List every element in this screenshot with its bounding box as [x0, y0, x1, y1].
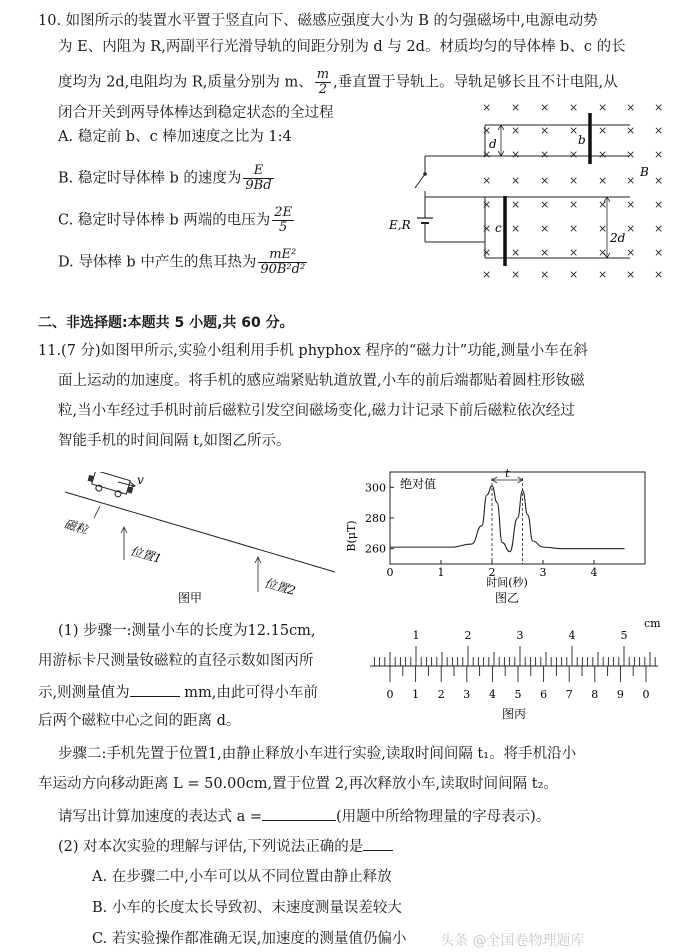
field-cross-icon: ×: [598, 124, 608, 137]
q10-line4: 闭合开关到两导体棒达到稳定状态的全过程: [58, 105, 334, 121]
field-cross-icon: ×: [654, 148, 664, 161]
vernier-scale-label: 5: [514, 688, 522, 701]
answer-blank-a[interactable]: [262, 806, 336, 821]
field-cross-icon: ×: [511, 222, 521, 235]
vernier-scale-label: 6: [540, 688, 548, 701]
q11-line4: 智能手机的时间间隔 t,如图乙所示。: [58, 433, 291, 449]
field-cross-icon: ×: [654, 124, 664, 137]
field-cross-icon: ×: [654, 268, 664, 281]
field-cross-icon: ×: [654, 198, 664, 211]
vernier-caption: 图丙: [501, 707, 527, 721]
q11-line1: 11.(7 分)如图甲所示,实验小组利用手机 phyphox 程序的“磁力计”功能,测量小车在斜: [38, 343, 588, 359]
q11-option-c: C. 若实验操作都准确无误,加速度的测量值仍偏小: [92, 931, 407, 947]
vernier-unit: cm: [644, 617, 661, 630]
q10-circuit-figure: [385, 96, 680, 282]
q10-line1: 10. 如图所示的装置水平置于竖直向下、磁感应强度大小为 B 的匀强磁场中,电源电动势: [38, 13, 598, 29]
q10-line3: 度均为 2d,电阻均为 R,质量分别为 m、 $\frac{m}{2}$ ,垂直置于导轨上。导轨足够长且不计电阻,从: [58, 67, 618, 97]
field-cross-icon: ×: [482, 174, 492, 187]
vernier-scale-label: 0: [386, 688, 394, 701]
field-cross-icon: ×: [626, 174, 636, 187]
main-scale-label: 5: [620, 629, 628, 642]
answer-blank-choice[interactable]: [363, 836, 393, 851]
chart-ylabel: B(μT): [345, 520, 358, 552]
step1-line4: 后两个磁粒中心之间的距离 d。: [38, 713, 241, 729]
switch: [415, 174, 425, 188]
figure-a-caption: 图甲: [178, 591, 203, 605]
field-cross-icon: ×: [540, 101, 550, 114]
part2-question: (2) 对本次实验的理解与评估,下列说法正确的是: [58, 836, 393, 856]
field-cross-icon: ×: [598, 246, 608, 259]
vernier-scale-label: 3: [463, 688, 471, 701]
step2-line2: 车运动方向移动距离 L = 50.00cm,置于位置 2,再次释放小车,读取时间间隔 t₂。: [38, 776, 558, 792]
vernier-scale-label: 0: [642, 688, 650, 701]
field-cross-icon: ×: [598, 148, 608, 161]
field-cross-icon: ×: [569, 246, 579, 259]
field-cross-icon: ×: [511, 198, 521, 211]
field-cross-icon: ×: [598, 101, 608, 114]
chart-xlabel: 时间(秒): [486, 576, 528, 589]
q11-option-b: B. 小车的长度太长导致初、末速度测量误差较大: [92, 900, 402, 916]
step1-line2: 用游标卡尺测量钕磁粒的直径示数如图丙所: [38, 653, 314, 669]
cart: [86, 472, 136, 500]
field-cross-icon: ×: [511, 246, 521, 259]
x-tick-label: 3: [539, 566, 547, 579]
vernier-scale-label: 8: [591, 688, 599, 701]
y-tick-label: 280: [365, 512, 386, 525]
step2-line1: 步骤二:手机先置于位置1,由静止释放小车进行实验,读取时间间隔 t₁。将手机沿小: [58, 746, 577, 762]
field-cross-icon: ×: [511, 268, 521, 281]
main-scale-label: 2: [464, 629, 472, 642]
field-cross-icon: ×: [598, 198, 608, 211]
field-cross-icon: ×: [654, 246, 664, 259]
field-cross-icon: ×: [626, 148, 636, 161]
q10-option-b: B. 稳定时导体棒 b 的速度为 $\frac{E}{9Bd}$: [58, 163, 272, 193]
position2-label: 位置2: [262, 575, 298, 598]
chart-series-line: [390, 486, 625, 552]
field-cross-icon: ×: [511, 174, 521, 187]
fraction-m-over-2: $\frac{m}{2}$: [316, 67, 330, 97]
field-cross-icon: ×: [540, 174, 550, 187]
label-c: c: [495, 221, 502, 235]
field-cross-icon: ×: [482, 268, 492, 281]
field-cross-icon: ×: [569, 198, 579, 211]
field-cross-icon: ×: [626, 222, 636, 235]
field-cross-icon: ×: [511, 124, 521, 137]
field-cross-icon: ×: [654, 174, 664, 187]
field-cross-icon: ×: [482, 198, 492, 211]
q11-line2: 面上运动的加速度。将手机的感应端紧贴轨道放置,小车的前后端都贴着圆柱形钕磁: [58, 373, 585, 389]
label-B: B: [640, 165, 649, 179]
chart-caption: 图乙: [494, 591, 520, 605]
vernier-scale-label: 7: [565, 688, 573, 701]
field-cross-icon: ×: [540, 268, 550, 281]
q11-line3: 粒,当小车经过手机时前后磁粒引发空间磁场变化,磁力计记录下前后磁粒依次经过: [58, 403, 575, 419]
x-tick-label: 2: [488, 566, 496, 579]
field-cross-icon: ×: [540, 246, 550, 259]
field-cross-icon: ×: [540, 198, 550, 211]
label-b: b: [578, 133, 586, 147]
field-cross-icon: ×: [569, 222, 579, 235]
main-scale-label: 3: [516, 629, 524, 642]
q10-option-a: A. 稳定前 b、c 棒加速度之比为 1:4: [58, 129, 292, 145]
field-cross-icon: ×: [482, 222, 492, 235]
field-cross-icon: ×: [598, 222, 608, 235]
label-2d: 2d: [610, 231, 626, 245]
field-cross-icon: ×: [598, 174, 608, 187]
chart-title: 绝对值: [400, 477, 437, 491]
magnetic-field-crosses: [482, 101, 663, 281]
vernier-caliper-figure: [366, 612, 666, 724]
x-tick-label: 0: [386, 566, 394, 579]
field-cross-icon: ×: [626, 268, 636, 281]
field-cross-icon: ×: [626, 101, 636, 114]
step1-line1: (1) 步骤一:测量小车的长度为12.15cm,: [58, 623, 316, 639]
label-d: d: [489, 137, 497, 151]
field-cross-icon: ×: [626, 198, 636, 211]
field-cross-icon: ×: [626, 124, 636, 137]
vernier-scale-label: 9: [616, 688, 624, 701]
main-scale-label: 4: [568, 629, 576, 642]
field-cross-icon: ×: [569, 124, 579, 137]
section-heading: 二、非选择题:本题共 5 小题,共 60 分。: [38, 315, 294, 331]
magnetometer-chart: [345, 464, 665, 609]
field-cross-icon: ×: [482, 101, 492, 114]
incline-figure: [60, 472, 340, 607]
x-tick-label: 4: [590, 566, 598, 579]
field-cross-icon: ×: [626, 246, 636, 259]
field-cross-icon: ×: [569, 101, 579, 114]
step1-line3: 示,则测量值为 mm,由此可得小车前: [38, 682, 318, 702]
field-cross-icon: ×: [482, 246, 492, 259]
watermark: 头条 @全国卷物理题库: [440, 933, 585, 949]
interval-label: t: [505, 467, 510, 480]
magnet-label: 磁粒: [62, 516, 90, 537]
field-cross-icon: ×: [540, 222, 550, 235]
vernier-scale-label: 2: [437, 688, 445, 701]
q10-option-d: D. 导体棒 b 中产生的焦耳热为 $\frac{\text{mE²}}{\text{90B²d²}}$: [58, 247, 306, 277]
velocity-label: v: [137, 473, 144, 487]
field-cross-icon: ×: [598, 268, 608, 281]
label-ER: E,R: [389, 218, 411, 232]
step2-line3: 请写出计算加速度的表达式 a = (用题中所给物理量的字母表示)。: [58, 806, 550, 826]
q10-option-c: C. 稳定时导体棒 b 两端的电压为 $\frac{2E}{5}$: [58, 205, 293, 235]
answer-blank-mm[interactable]: [130, 682, 180, 697]
vernier-scale-label: 4: [488, 688, 496, 701]
field-cross-icon: ×: [482, 148, 492, 161]
vernier-scale-label: 1: [412, 688, 420, 701]
field-cross-icon: ×: [482, 124, 492, 137]
field-cross-icon: ×: [511, 101, 521, 114]
x-tick-label: 1: [437, 566, 445, 579]
field-cross-icon: ×: [569, 268, 579, 281]
main-scale-label: 1: [412, 629, 420, 642]
q10-line2: 为 E、内阻为 R,两副平行光滑导轨的间距分别为 d 与 2d。材质均匀的导体棒 b、c 的长: [58, 39, 626, 55]
field-cross-icon: ×: [569, 148, 579, 161]
y-tick-label: 300: [365, 481, 386, 495]
field-cross-icon: ×: [654, 222, 664, 235]
field-cross-icon: ×: [540, 148, 550, 161]
field-cross-icon: ×: [540, 124, 550, 137]
field-cross-icon: ×: [654, 101, 664, 114]
field-cross-icon: ×: [569, 174, 579, 187]
field-cross-icon: ×: [511, 148, 521, 161]
q11-option-a: A. 在步骤二中,小车可以从不同位置由静止释放: [92, 869, 392, 885]
y-tick-label: 260: [365, 542, 386, 556]
position1-label: 位置1: [128, 543, 164, 566]
